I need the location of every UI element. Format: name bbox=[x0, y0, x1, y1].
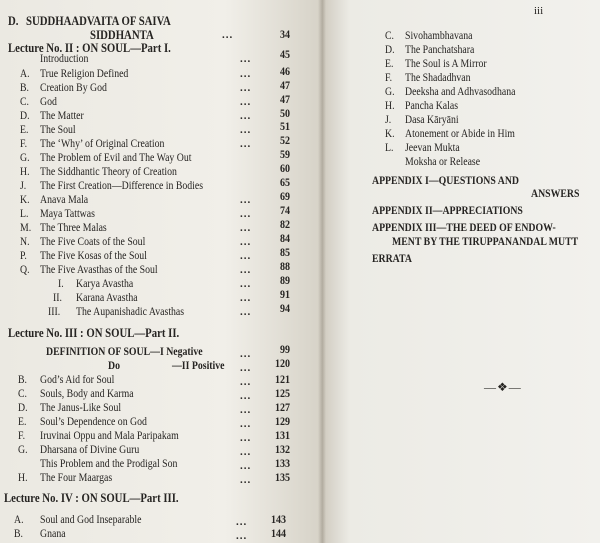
toc-page: 132 bbox=[274, 444, 290, 456]
lecture-heading: Lecture No. II : ON SOUL—Part I. bbox=[8, 41, 171, 55]
toc-letter: F. bbox=[20, 138, 28, 150]
lecture-heading: Lecture No. IV : ON SOUL—Part III. bbox=[4, 491, 179, 505]
toc-letter: C. bbox=[385, 30, 394, 42]
toc-letter: B. bbox=[18, 374, 27, 386]
toc-entry-title: Introduction bbox=[40, 53, 89, 65]
toc-leader: ... bbox=[240, 278, 252, 290]
toc-letter: B. bbox=[14, 528, 23, 540]
toc-entry-title: God’s Aid for Soul bbox=[40, 374, 115, 386]
toc-page: 69 bbox=[279, 191, 290, 203]
toc-entry-title: The Five Avasthas of the Soul bbox=[40, 264, 158, 276]
toc-letter: P. bbox=[20, 250, 27, 262]
toc-letter: E. bbox=[20, 124, 29, 136]
toc-page: 82 bbox=[279, 219, 290, 231]
toc-entry-title: DEFINITION OF SOUL—I Negative bbox=[46, 346, 203, 358]
toc-letter: D. bbox=[18, 402, 28, 414]
toc-page: 120 bbox=[274, 358, 290, 370]
toc-entry-title: The Soul is A Mirror bbox=[405, 58, 487, 70]
toc-page: 88 bbox=[279, 261, 290, 273]
toc-letter: K. bbox=[385, 128, 395, 140]
toc-letter: L. bbox=[20, 208, 29, 220]
lecture-heading: Lecture No. III : ON SOUL—Part II. bbox=[8, 326, 180, 340]
toc-page: 65 bbox=[279, 177, 290, 189]
toc-leader: ... bbox=[240, 236, 252, 248]
toc-letter: D. bbox=[385, 44, 395, 56]
toc-letter: F. bbox=[18, 430, 26, 442]
book-gutter bbox=[318, 0, 326, 543]
toc-page: 121 bbox=[274, 374, 290, 386]
toc-page: 144 bbox=[270, 528, 286, 540]
toc-letter: A. bbox=[14, 514, 24, 526]
toc-section-title-cont: SIDDHANTA bbox=[90, 28, 154, 42]
appendix-entry: APPENDIX III—THE DEED OF ENDOW- bbox=[372, 222, 556, 234]
toc-page: 46 bbox=[279, 66, 290, 78]
toc-leader: ... bbox=[240, 110, 252, 122]
toc-page: 51 bbox=[279, 121, 290, 133]
toc-letter: C. bbox=[20, 96, 29, 108]
appendix-entry-cont: MENT BY THE TIRUPPANANDAL MUTT bbox=[392, 236, 579, 248]
toc-entry-title: The Four Maargas bbox=[40, 472, 113, 484]
toc-numeral: I. bbox=[58, 278, 64, 290]
toc-leader: ... bbox=[240, 96, 252, 108]
toc-leader: ... bbox=[240, 362, 252, 374]
toc-entry-title: Moksha or Release bbox=[405, 156, 481, 168]
toc-entry-title: Do bbox=[108, 360, 120, 372]
toc-leader: ... bbox=[240, 446, 252, 458]
toc-entry-title: The Three Malas bbox=[40, 222, 107, 234]
toc-page: 99 bbox=[279, 344, 290, 356]
appendix-entry-cont: ANSWERS bbox=[531, 188, 580, 200]
toc-leader: ... bbox=[240, 474, 252, 486]
toc-leader: ... bbox=[240, 138, 252, 150]
toc-letter: C. bbox=[18, 388, 27, 400]
toc-letter: G. bbox=[18, 444, 28, 456]
appendix-entry: APPENDIX II—APPRECIATIONS bbox=[372, 205, 523, 217]
toc-entry-title: Dharsana of Divine Guru bbox=[40, 444, 140, 456]
toc-page: 60 bbox=[279, 163, 290, 175]
toc-leader: ... bbox=[240, 306, 252, 318]
toc-letter: H. bbox=[20, 166, 30, 178]
toc-letter: E. bbox=[18, 416, 27, 428]
toc-page: 131 bbox=[274, 430, 290, 442]
toc-letter: A. bbox=[20, 68, 30, 80]
toc-entry-title: The Shadadhvan bbox=[405, 72, 471, 84]
toc-leader: ... bbox=[240, 208, 252, 220]
toc-entry-title: The ‘Why’ of Original Creation bbox=[40, 138, 165, 150]
toc-leader: ... bbox=[240, 82, 252, 94]
toc-entry-title: Deeksha and Adhvasodhana bbox=[405, 86, 516, 98]
errata-entry: ERRATA bbox=[372, 253, 412, 265]
toc-entry-title: Maya Tattwas bbox=[40, 208, 95, 220]
toc-leader: ... bbox=[240, 53, 252, 65]
toc-letter: G. bbox=[20, 152, 30, 164]
toc-leader: ... bbox=[240, 404, 252, 416]
toc-leader: ... bbox=[236, 530, 248, 542]
toc-entry-title: Creation By God bbox=[40, 82, 107, 94]
toc-entry-title: Pancha Kalas bbox=[405, 100, 459, 112]
toc-entry-title: Atonement or Abide in Him bbox=[405, 128, 515, 140]
toc-entry-title: The Aupanishadic Avasthas bbox=[76, 306, 185, 318]
toc-leader: ... bbox=[240, 348, 252, 360]
toc-page: 129 bbox=[274, 416, 290, 428]
toc-letter: L. bbox=[385, 142, 394, 154]
toc-letter: M. bbox=[20, 222, 32, 234]
toc-entry-title: The Soul bbox=[40, 124, 76, 136]
toc-page: 47 bbox=[279, 80, 290, 92]
toc-page: 45 bbox=[279, 49, 290, 61]
toc-page: 89 bbox=[279, 275, 290, 287]
toc-letter: Q. bbox=[20, 264, 30, 276]
toc-leader: ... bbox=[240, 250, 252, 262]
toc-entry-title: Sivohambhavana bbox=[405, 30, 473, 42]
toc-numeral: III. bbox=[48, 306, 61, 318]
toc-letter: N. bbox=[20, 236, 30, 248]
toc-letter: F. bbox=[385, 72, 393, 84]
toc-numeral: II. bbox=[53, 292, 62, 304]
toc-entry-title: The Five Kosas of the Soul bbox=[40, 250, 147, 262]
toc-leader: ... bbox=[240, 68, 252, 80]
toc-entry-title: God bbox=[40, 96, 57, 108]
toc-leader: ... bbox=[240, 390, 252, 402]
toc-leader: ... bbox=[236, 516, 248, 528]
toc-entry-title: The Janus-Like Soul bbox=[40, 402, 122, 414]
toc-leader: ... bbox=[240, 292, 252, 304]
toc-letter: E. bbox=[385, 58, 394, 70]
toc-leader: ... bbox=[240, 222, 252, 234]
toc-entry-title-cont: —II Positive bbox=[172, 360, 225, 372]
toc-entry-title: The Siddhantic Theory of Creation bbox=[40, 166, 177, 178]
toc-page: 34 bbox=[279, 29, 290, 41]
toc-page: 47 bbox=[279, 94, 290, 106]
toc-entry-title: Souls, Body and Karma bbox=[40, 388, 134, 400]
toc-entry-title: True Religion Defined bbox=[40, 68, 129, 80]
toc-page: 85 bbox=[279, 247, 290, 259]
toc-leader: ... bbox=[240, 376, 252, 388]
toc-page: 52 bbox=[279, 135, 290, 147]
toc-page: 74 bbox=[279, 205, 290, 217]
toc-entry-title: The Five Coats of the Soul bbox=[40, 236, 146, 248]
toc-page: 135 bbox=[274, 472, 290, 484]
toc-page: 59 bbox=[279, 149, 290, 161]
appendix-entry: APPENDIX I—QUESTIONS AND bbox=[372, 175, 519, 187]
toc-page: 125 bbox=[274, 388, 290, 400]
toc-entry-title: Iruvinai Oppu and Mala Paripakam bbox=[40, 430, 179, 442]
toc-section-title: SUDDHAADVAITA OF SAIVA bbox=[26, 14, 171, 28]
toc-entry-title: The First Creation—Difference in Bodies bbox=[40, 180, 204, 192]
toc-page: 133 bbox=[274, 458, 290, 470]
toc-leader: ... bbox=[240, 418, 252, 430]
toc-letter: B. bbox=[20, 82, 29, 94]
toc-entry-title: Gnana bbox=[40, 528, 66, 540]
toc-page: 50 bbox=[279, 108, 290, 120]
toc-leader: ... bbox=[240, 432, 252, 444]
toc-page: 84 bbox=[279, 233, 290, 245]
toc-letter: J. bbox=[20, 180, 27, 192]
toc-letter: D. bbox=[8, 14, 19, 28]
toc-leader: ... bbox=[240, 460, 252, 472]
toc-entry-title: The Panchatshara bbox=[405, 44, 475, 56]
toc-entry-title: The Problem of Evil and The Way Out bbox=[40, 152, 192, 164]
toc-leader: ... bbox=[240, 264, 252, 276]
toc-entry-title: Jeevan Mukta bbox=[405, 142, 460, 154]
toc-entry-title: Anava Mala bbox=[40, 194, 89, 206]
toc-leader: ... bbox=[240, 194, 252, 206]
toc-entry-title: Karya Avastha bbox=[76, 278, 134, 290]
toc-letter: H. bbox=[18, 472, 28, 484]
toc-letter: H. bbox=[385, 100, 395, 112]
toc-entry-title: This Problem and the Prodigal Son bbox=[40, 458, 178, 470]
toc-entry-title: Karana Avastha bbox=[76, 292, 138, 304]
toc-entry-title: Soul and God Inseparable bbox=[40, 514, 142, 526]
toc-page: 91 bbox=[279, 289, 290, 301]
toc-letter: G. bbox=[385, 86, 395, 98]
toc-leader: ... bbox=[240, 124, 252, 136]
toc-letter: K. bbox=[20, 194, 30, 206]
toc-letter: J. bbox=[385, 114, 392, 126]
toc-entry-title: Dasa Kāryāni bbox=[405, 114, 459, 126]
toc-page: 143 bbox=[270, 514, 286, 526]
toc-letter: D. bbox=[20, 110, 30, 122]
toc-entry-title: The Matter bbox=[40, 110, 84, 122]
toc-page: 127 bbox=[274, 402, 290, 414]
page-number: iii bbox=[534, 5, 544, 17]
toc-leader: ... bbox=[222, 29, 234, 41]
toc-entry-title: Soul’s Dependence on God bbox=[40, 416, 147, 428]
ornament: —❖— bbox=[484, 380, 522, 394]
toc-page: 94 bbox=[279, 303, 290, 315]
